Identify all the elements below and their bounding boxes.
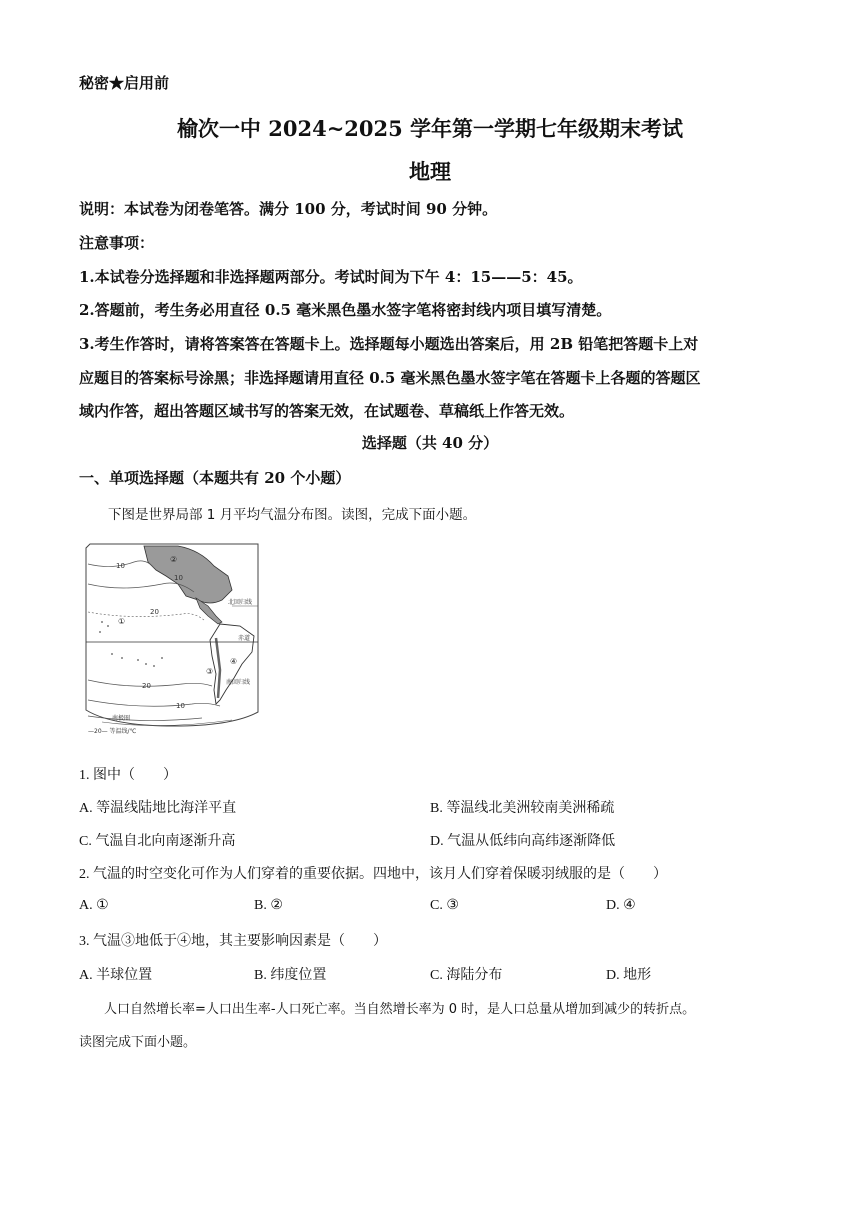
question-2-option-d[interactable]: D. ④ [606,898,636,913]
tropic-of-cancer-label: 北回归线 [228,599,253,606]
isotherm-10-label-south: 10 [176,702,185,710]
passage-2-line-1: 人口自然增长率=人口出生率-人口死亡率。当自然增长率为 0 时，是人口总量从增加到减少的转折点。 [104,1002,696,1017]
question-2-option-b[interactable]: B. ② [254,898,283,913]
question-1-stem: 1. 图中（ ） [79,768,177,783]
marker-3: ③ [206,667,214,676]
section-title: 选择题（共 40 分） [361,434,499,452]
question-3-option-d[interactable]: D. 地形 [606,968,652,983]
note-item-3-line-2: 应题目的答案标号涂黑；非选择题请用直径 0.5 毫米黑色墨水签字笔在答题卡上各题的答题区 [79,369,701,387]
note-item-3-line-1: 3.考生作答时，请将答案答在答题卡上。选择题每小题选出答案后，用 2B 铅笔把答题卡上对 [79,335,699,353]
question-3-option-c[interactable]: C. 海陆分布 [430,968,503,983]
isotherm-10-label: 10 [116,562,125,570]
note-item-3-line-3: 域内作答，超出答题区域书写的答案无效，在试题卷、草稿纸上作答无效。 [79,402,575,420]
question-1-option-b[interactable]: B. 等温线北美洲较南美洲稀疏 [430,801,615,816]
question-2-stem: 2. 气温的时空变化可作为人们穿着的重要依据。四地中，该月人们穿着保暖羽绒服的是（ ） [79,867,667,882]
subject-title: 地理 [409,159,451,184]
question-1-option-c[interactable]: C. 气温自北向南逐渐升高 [79,834,236,849]
marker-2: ② [170,555,178,564]
question-3-option-a[interactable]: A. 半球位置 [79,968,153,983]
isotherm-10-label-2: 10 [174,574,183,582]
marker-1: ① [118,617,126,626]
passage-1: 下图是世界局部 1 月平均气温分布图。读图，完成下面小题。 [108,507,477,523]
marker-4: ④ [230,657,238,666]
exam-instructions: 说明：本试卷为闭卷笔答。满分 100 分，考试时间 90 分钟。 [79,200,498,218]
exam-title: 榆次一中 2024~2025 学年第一学期七年级期末考试 [176,116,684,141]
note-item-1: 1.本试卷分选择题和非选择题两部分。考试时间为下午 4：15——5：45。 [79,268,583,286]
confidential-mark: 秘密★启用前 [79,74,170,92]
question-3-stem: 3. 气温③地低于④地，其主要影响因素是（ ） [79,934,387,949]
isotherm-20-label-south: 20 [142,682,151,690]
question-1-option-d[interactable]: D. 气温从低纬向高纬逐渐降低 [430,834,616,849]
passage-2-line-2: 读图完成下面小题。 [79,1035,197,1050]
question-2-option-c[interactable]: C. ③ [430,898,459,913]
part-heading: 一、单项选择题（本题共有 20 个小题） [79,469,351,487]
notes-heading: 注意事项： [79,234,155,252]
question-3-option-b[interactable]: B. 纬度位置 [254,968,327,983]
note-item-2: 2.答题前，考生务必用直径 0.5 毫米黑色墨水签字笔将密封线内项目填写清楚。 [79,301,612,319]
question-1-option-a[interactable]: A. 等温线陆地比海洋平直 [79,801,237,816]
temperature-map [82,540,262,735]
question-2-option-a[interactable]: A. ① [79,898,109,913]
antarctic-circle-label: 南极圈 [112,715,131,722]
isotherm-20-label: 20 [150,608,159,616]
equator-label: 赤道 [238,635,251,642]
tropic-of-capricorn-label: 南回归线 [226,679,251,686]
map-legend: —20— 等温线/℃ [88,728,137,735]
